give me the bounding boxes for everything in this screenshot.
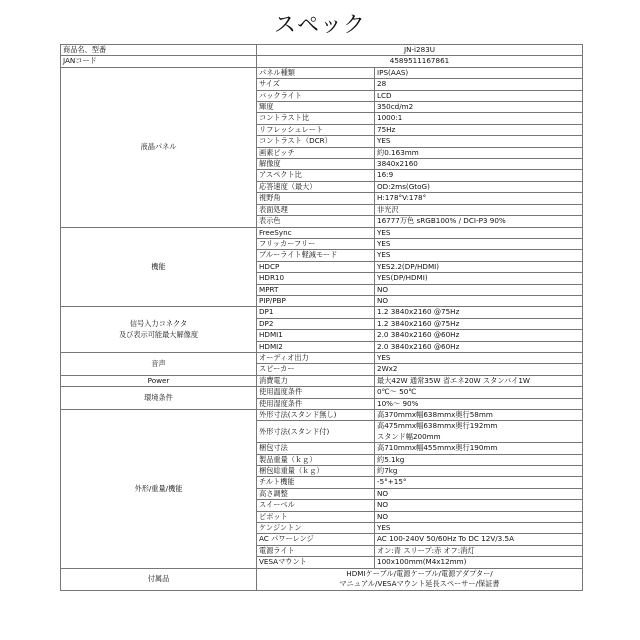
spec-name: 消費電力 — [257, 375, 375, 386]
spec-name: 製品重量（ｋｇ） — [257, 454, 375, 465]
spec-table — [60, 44, 583, 591]
spec-name: バックライト — [257, 90, 375, 101]
spec-value: 75Hz — [375, 124, 583, 135]
spec-name: ピボット — [257, 511, 375, 522]
spec-name: 梱包寸法 — [257, 443, 375, 454]
spec-name: 梱包総重量（ｋｇ） — [257, 466, 375, 477]
spec-name: HDMI1 — [257, 330, 375, 341]
spec-value: YES — [375, 136, 583, 147]
spec-value: 0℃～ 50℃ — [375, 387, 583, 398]
spec-value: 16:9 — [375, 170, 583, 181]
spec-value: IPS(AAS) — [375, 67, 583, 78]
spec-name: フリッカーフリー — [257, 238, 375, 249]
spec-value: 約5.1kg — [375, 454, 583, 465]
spec-name: DP1 — [257, 307, 375, 318]
spec-value: オン:青 スリープ:赤 オフ:消灯 — [375, 545, 583, 556]
spec-value: 2.0 3840x2160 @60Hz — [375, 341, 583, 352]
spec-name: スピーカー — [257, 364, 375, 375]
header-value: JN-i283U — [257, 45, 583, 56]
spec-name: アスペクト比 — [257, 170, 375, 181]
category-cell: 外形/重量/機能 — [61, 410, 257, 569]
spec-value: 350cd/m2 — [375, 102, 583, 113]
spec-value: 1.2 3840x2160 @75Hz — [375, 318, 583, 329]
page-title: スペック — [273, 13, 366, 38]
spec-value: 高370mmx幅638mmx奥行58mm — [375, 410, 583, 421]
accessories-line-1: HDMIケーブル/電源ケーブル/電源アダプター/ — [346, 568, 493, 578]
spec-name: AC パワーレンジ — [257, 534, 375, 545]
spec-value: YES2.2(DP/HDMI) — [375, 261, 583, 272]
spec-value: 約7kg — [375, 466, 583, 477]
spec-value: 100x100mm(M4x12mm) — [375, 557, 583, 568]
accessories-label: 付属品 — [61, 568, 257, 590]
header-row — [61, 45, 583, 56]
spec-value: YES — [375, 227, 583, 238]
accessories-line-2: マニュアル/VESAマウント延長スペーサー/保証書 — [339, 579, 500, 589]
spec-value: NO — [375, 500, 583, 511]
spec-row — [61, 387, 583, 398]
category-cell: Power — [61, 375, 257, 386]
spec-name: 電源ライト — [257, 545, 375, 556]
spec-name: 使用湿度条件 — [257, 398, 375, 409]
spec-name: サイズ — [257, 79, 375, 90]
spec-value: NO — [375, 511, 583, 522]
header-value: 4589511167861 — [257, 56, 583, 67]
spec-name: 輝度 — [257, 102, 375, 113]
spec-value: YES — [375, 352, 583, 363]
spec-value: 約0.163mm — [375, 147, 583, 158]
spec-row — [61, 227, 583, 238]
spec-name: 高さ調整 — [257, 488, 375, 499]
spec-value: 1000:1 — [375, 113, 583, 124]
spec-value: 2Wx2 — [375, 364, 583, 375]
spec-name: ブルーライト軽減モード — [257, 250, 375, 261]
spec-value: NO — [375, 284, 583, 295]
spec-name: HDR10 — [257, 273, 375, 284]
spec-value: 28 — [375, 79, 583, 90]
spec-value: 1.2 3840x2160 @75Hz — [375, 307, 583, 318]
spec-value: YES(DP/HDMI) — [375, 273, 583, 284]
spec-name: FreeSync — [257, 227, 375, 238]
spec-value: 2.0 3840x2160 @60Hz — [375, 330, 583, 341]
spec-row — [61, 375, 583, 386]
category-cell: 機能 — [61, 227, 257, 307]
spec-value: 高710mmx幅455mmx奥行190mm — [375, 443, 583, 454]
header-label: 商品名、型番 — [61, 45, 257, 56]
accessories-row — [61, 568, 583, 590]
spec-value: H:178°V:178° — [375, 193, 583, 204]
spec-name: 視野角 — [257, 193, 375, 204]
category-cell: 音声 — [61, 352, 257, 375]
spec-name: オーディオ出力 — [257, 352, 375, 363]
spec-name: 画素ピッチ — [257, 147, 375, 158]
spec-name: HDMI2 — [257, 341, 375, 352]
spec-name: VESAマウント — [257, 557, 375, 568]
spec-value: 10%～ 90% — [375, 398, 583, 409]
spec-value: 非光沢 — [375, 204, 583, 215]
spec-name: コントラスト（DCR） — [257, 136, 375, 147]
spec-value: -5°+15° — [375, 477, 583, 488]
spec-row — [61, 307, 583, 318]
spec-value: OD:2ms(GtoG) — [375, 181, 583, 192]
spec-value: 最大42W 通常35W 省エネ20W スタンバイ1W — [375, 375, 583, 386]
category-cell: 環境条件 — [61, 387, 257, 410]
category-cell: 液晶パネル — [61, 67, 257, 227]
category-cell: 信号入力コネクタ 及び表示可能最大解像度 — [61, 307, 257, 353]
spec-name: リフレッシュレート — [257, 124, 375, 135]
spec-value: NO — [375, 295, 583, 306]
spec-name: 表面処理 — [257, 204, 375, 215]
spec-value: YES — [375, 250, 583, 261]
spec-value: 3840x2160 — [375, 159, 583, 170]
spec-name: PIP/PBP — [257, 295, 375, 306]
spec-value: 高475mmx幅638mmx奥行192mm スタンド幅200mm — [375, 421, 583, 443]
spec-row — [61, 67, 583, 78]
header-row — [61, 56, 583, 67]
spec-value: YES — [375, 523, 583, 534]
spec-name: コントラスト比 — [257, 113, 375, 124]
spec-name: 応答速度（最大） — [257, 181, 375, 192]
spec-value: 16777万色 sRGB100% / DCI-P3 90% — [375, 216, 583, 227]
header-label: JANコード — [61, 56, 257, 67]
spec-value: YES — [375, 238, 583, 249]
spec-name: MPRT — [257, 284, 375, 295]
spec-row — [61, 352, 583, 363]
spec-row — [61, 410, 583, 421]
spec-name: スイーベル — [257, 500, 375, 511]
spec-name: チルト機能 — [257, 477, 375, 488]
spec-name: HDCP — [257, 261, 375, 272]
spec-name: 外形寸法(スタンド無し) — [257, 410, 375, 421]
spec-value: LCD — [375, 90, 583, 101]
spec-name: DP2 — [257, 318, 375, 329]
spec-name: パネル種類 — [257, 67, 375, 78]
spec-value: NO — [375, 488, 583, 499]
accessories-value — [257, 568, 583, 590]
spec-name: 表示色 — [257, 216, 375, 227]
spec-name: 解像度 — [257, 159, 375, 170]
spec-name: ケンジントン — [257, 523, 375, 534]
spec-name: 使用温度条件 — [257, 387, 375, 398]
spec-name: 外形寸法(スタンド付) — [257, 421, 375, 443]
spec-value: AC 100-240V 50/60Hz To DC 12V/3.5A — [375, 534, 583, 545]
